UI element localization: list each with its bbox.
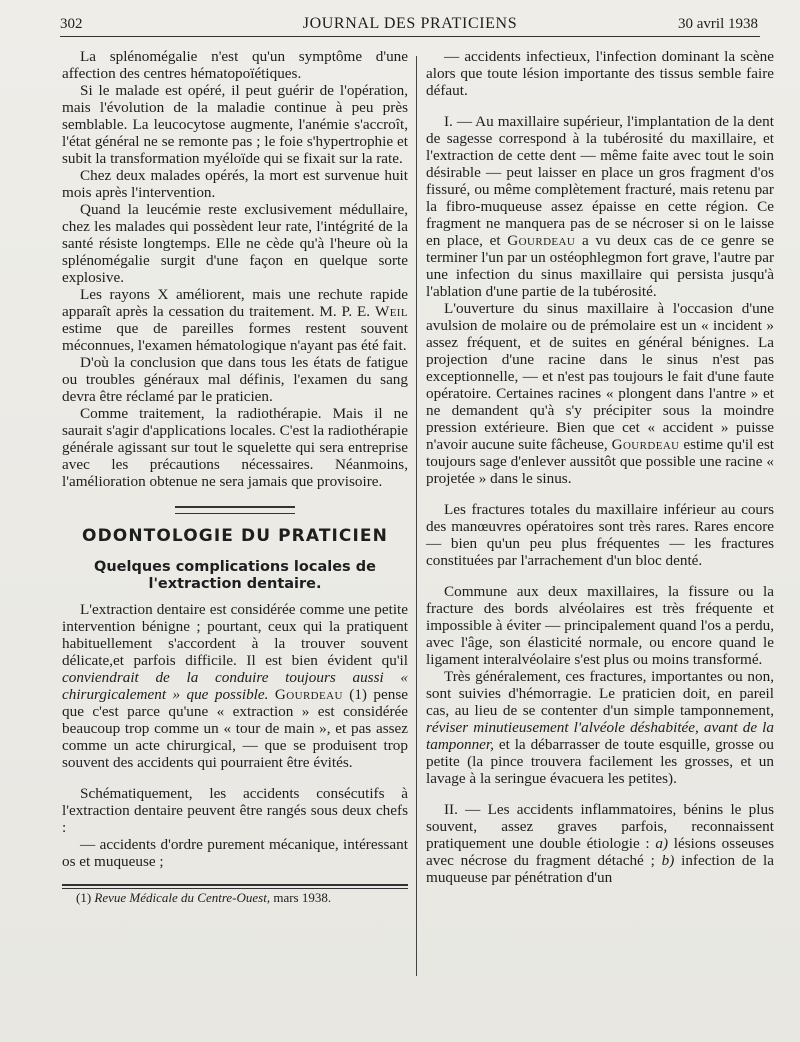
paragraph: Quand la leucémie reste exclusivement médullaire, chez les malades qui possèdent leur rate, l'intégrité de la santé résiste longtemps. Elle ne cède qu'à l'heure où la splénomégalie surgit d'une façon en quelque sorte explosive. xyxy=(62,201,408,286)
paragraph: I. — Au maxillaire supérieur, l'implantation de la dent de sagesse correspond à la tubérosité du maxillaire, et l'extraction de cette dent — même faite avec tout le soin désirable — peut laisser en place un gros fragment d'os fissuré, ou même complètement fracturé, mais retenu par la fibro-muqueuse assez épaisse en cette région. Ce fragment ne manquera pas de se nécroser si on le laisse en place, et Gourdeau a vu deux cas de ce genre se terminer l'un par un ostéophlegmon fort grave, l'autre par une infection du sinus maxillaire qui persista jusqu'à l'ablation d'une partie de la tubérosité. xyxy=(426,113,774,300)
issue-date: 30 avril 1938 xyxy=(678,16,758,32)
paragraph: L'extraction dentaire est considérée comme une petite intervention bénigne ; pourtant, ceux qui la pratiquent habituellement s'accordent à la trouver souvent délicate,et parfois difficile. Il est bien évident qu'il conviendrait de la conduire toujours aussi « chirurgicalement » que possible. Gourdeau (1) pense que c'est parce qu'une « extraction » est considérée beaucoup trop comme un « tour de main », et pas assez comme un acte chirurgical, — que se produisent trop souvent des accidents qui pourraient être évités. xyxy=(62,601,409,771)
header-rule xyxy=(60,36,760,37)
paragraph: — accidents infectieux, l'infection dominant la scène alors que toute lésion importante des tissus semble faire défaut. xyxy=(426,48,774,99)
emphasis: conviendrait de la conduire toujours aussi « chirurgicalement » que possible. xyxy=(62,669,408,703)
paragraph: II. — Les accidents inflammatoires, bénins le plus souvent, assez graves parfois, reconnaissent pratiquement une double étiologie : a) lésions osseuses avec nécrose du fragment détaché ; b) infection de la muqueuse par pénétration d'un xyxy=(426,801,774,886)
paragraph: D'où la conclusion que dans tous les états de fatigue ou troubles généraux mal définis, l'examen du sang devra être réclamé par le praticien. xyxy=(62,354,408,405)
footnote: (1) Revue Médicale du Centre-Ouest, mars 1938. xyxy=(76,890,332,905)
article-title: Quelques complications locales de l'extraction dentaire. xyxy=(94,559,376,592)
paragraph: Très généralement, ces fractures, importantes ou non, sont suivies d'hémorragie. Le praticien doit, en pareil cas, au lieu de se contenter d'un simple tamponnement, réviser minutieusement l'alvéole déshabitée, avant de la tamponner, et la débarrasser de toute esquille, grosse ou petite (la pince trouvera facilement les grosses, et un lavage à la seringue évacuera les petites). xyxy=(426,668,774,787)
paragraph: Les fractures totales du maxillaire inférieur au cours des manœuvres opératoires sont très rares. Rares encore — bien qu'un peu plus fréquentes — les fractures constituées par l'arrachement d'un bloc denté. xyxy=(426,501,774,569)
paragraph: Si le malade est opéré, il peut guérir de l'opération, mais l'évolution de la maladie continue à peu près semblable. La leucocytose augmente, l'anémie s'accroît, l'état général ne se remonte pas ; le foie s'hypertrophie et subit la transformation myéloïde qui se fixait sur la rate. xyxy=(62,82,408,167)
paragraph: Chez deux malades opérés, la mort est survenue huit mois après l'intervention. xyxy=(62,167,408,201)
column-separator xyxy=(416,56,417,976)
author-name: Gourdeau xyxy=(274,686,343,703)
author-name: Weil xyxy=(374,303,408,320)
journal-title: JOURNAL DES PRATICIENS xyxy=(302,15,518,32)
section-ornament xyxy=(175,506,295,514)
paragraph: — accidents d'ordre purement mécanique, intéressant os et muqueuse ; xyxy=(62,836,408,870)
emphasis: réviser minutieusement l'alvéole déshabitée, avant de la tamponner, xyxy=(426,719,774,753)
running-header xyxy=(60,14,760,38)
paragraph: Commune aux deux maxillaires, la fissure ou la fracture des bords alvéolaires est très fréquente et impossible à éviter — principalement quand l'os a perdu, avec l'âge, son élasticité normale, ou encore quand le ligament interalvéolaire s'est plus ou moins transformé. xyxy=(426,583,774,668)
paragraph: Les rayons X améliorent, mais une rechute rapide apparaît après la cessation du traitement. M. P. E. Weil estime que de pareilles formes restent souvent méconnues, l'examen hématologique n'ayant pas été fait. xyxy=(62,286,408,354)
author-name: Gourdeau xyxy=(507,232,576,249)
right-column xyxy=(426,48,774,886)
paragraph: Comme traitement, la radiothérapie. Mais il ne saurait s'agir d'applications locales. C'est la radiothérapie générale agissant sur tout le squelette qui sera entreprise avec les précautions nécessaires. Néanmoins, l'amélioration obtenue ne sera jamais que provisoire. xyxy=(62,405,409,490)
paragraph: L'ouverture du sinus maxillaire à l'occasion d'une avulsion de molaire ou de prémolaire est un « incident » assez fréquent, et de suites en général bénignes. La projection d'une racine dans le sinus n'est pas exceptionnelle, — et n'est pas toujours le fait d'une faute opératoire. Certaines racines « plongent dans l'antre » et ne demandent qu'à s'y précipiter sous la moindre pression extérieure. Bien que cet « accident » puisse n'avoir aucune suite fâcheuse, Gourdeau estime qu'il est toujours sage d'enlever aussitôt que possible une racine « projetée » dans le sinus. xyxy=(426,300,774,487)
paragraph: La splénomégalie n'est qu'un symptôme d'une affection des centres hématopoïétiques. xyxy=(62,48,408,82)
author-name: Gourdeau xyxy=(611,436,680,453)
page-number: 302 xyxy=(60,16,83,32)
section-title: ODONTOLOGIE DU PRATICIEN xyxy=(82,526,388,546)
left-column xyxy=(62,48,408,906)
paragraph: Schématiquement, les accidents consécutifs à l'extraction dentaire peuvent être rangés sous deux chefs : xyxy=(62,785,408,836)
